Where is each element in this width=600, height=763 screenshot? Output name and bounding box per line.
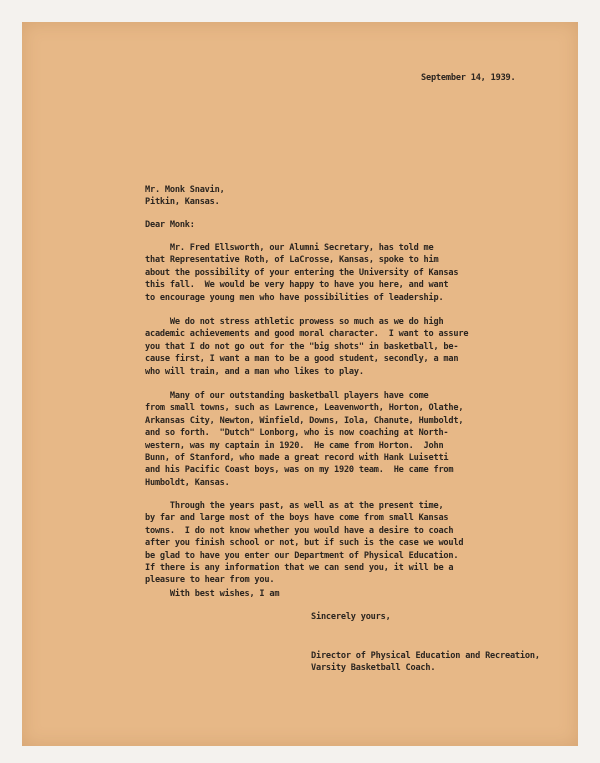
paragraph-line: from small towns, such as Lawrence, Leavenworth, Horton, Olathe, bbox=[145, 403, 464, 414]
paragraph-line: and so forth. "Dutch" Lonborg, who is now coaching at North- bbox=[145, 428, 449, 439]
paragraph-line: to encourage young men who have possibilities of leadership. bbox=[145, 292, 444, 303]
paragraph-line: after you finish school or not, but if such is the case we would bbox=[145, 538, 464, 549]
salutation: Dear Monk: bbox=[145, 220, 195, 230]
paragraph-line: If there is any information that we can send you, it will be a bbox=[145, 563, 454, 574]
signature-title-line-1: Director of Physical Education and Recreation, bbox=[311, 651, 540, 661]
letter-date: September 14, 1939. bbox=[421, 73, 516, 83]
paragraph-4 bbox=[145, 500, 463, 587]
paragraph-line: Mr. Fred Ellsworth, our Alumni Secretary, has told me bbox=[145, 243, 434, 253]
paragraph-line: be glad to have you enter our Department of Physical Education. bbox=[145, 550, 459, 561]
paragraph-line: by far and large most of the boys have come from small Kansas bbox=[145, 513, 449, 524]
paragraph-line: academic achievements and good moral character. I want to assure bbox=[145, 329, 469, 340]
paragraph-line: who will train, and a man who likes to play. bbox=[145, 366, 364, 377]
paragraph-line: Arkansas City, Newton, Winfield, Downs, Iola, Chanute, Humboldt, bbox=[145, 415, 464, 426]
paragraph-line: Through the years past, as well as at the present time, bbox=[145, 501, 444, 511]
paragraph-line: towns. I do not know whether you would have a desire to coach bbox=[145, 525, 454, 536]
paragraph-2 bbox=[145, 316, 468, 378]
paragraph-line: Bunn, of Stanford, who made a great record with Hank Luisetti bbox=[145, 453, 449, 464]
paragraph-line: We do not stress athletic prowess so much as we do high bbox=[145, 317, 444, 327]
paragraph-line: that Representative Roth, of LaCrosse, Kansas, spoke to him bbox=[145, 255, 439, 266]
paragraph-line: western, was my captain in 1920. He came from Horton. John bbox=[145, 440, 444, 451]
recipient-name: Mr. Monk Snavin, bbox=[145, 185, 225, 195]
recipient-address: Pitkin, Kansas. bbox=[145, 197, 220, 207]
paragraph-line: cause first, I want a man to be a good student, secondly, a man bbox=[145, 354, 459, 365]
paragraph-1 bbox=[145, 242, 458, 304]
paragraph-line: pleasure to hear from you. bbox=[145, 575, 275, 586]
paragraph-line: Many of our outstanding basketball players have come bbox=[145, 391, 429, 401]
paragraph-line: this fall. We would be very happy to have you here, and want bbox=[145, 280, 449, 291]
paragraph-3 bbox=[145, 390, 463, 489]
letter-page bbox=[22, 22, 578, 746]
paragraph-line: about the possibility of your entering the University of Kansas bbox=[145, 267, 459, 278]
paragraph-line: and his Pacific Coast boys, was on my 1920 team. He came from bbox=[145, 465, 454, 476]
paragraph-line: Humboldt, Kansas. bbox=[145, 477, 230, 488]
paragraph-line: you that I do not go out for the "big shots" in basketball, be- bbox=[145, 341, 459, 352]
closing: Sincerely yours, bbox=[311, 612, 391, 622]
signature-title-line-2: Varsity Basketball Coach. bbox=[311, 663, 436, 673]
closing-wishes: With best wishes, I am bbox=[145, 589, 280, 599]
